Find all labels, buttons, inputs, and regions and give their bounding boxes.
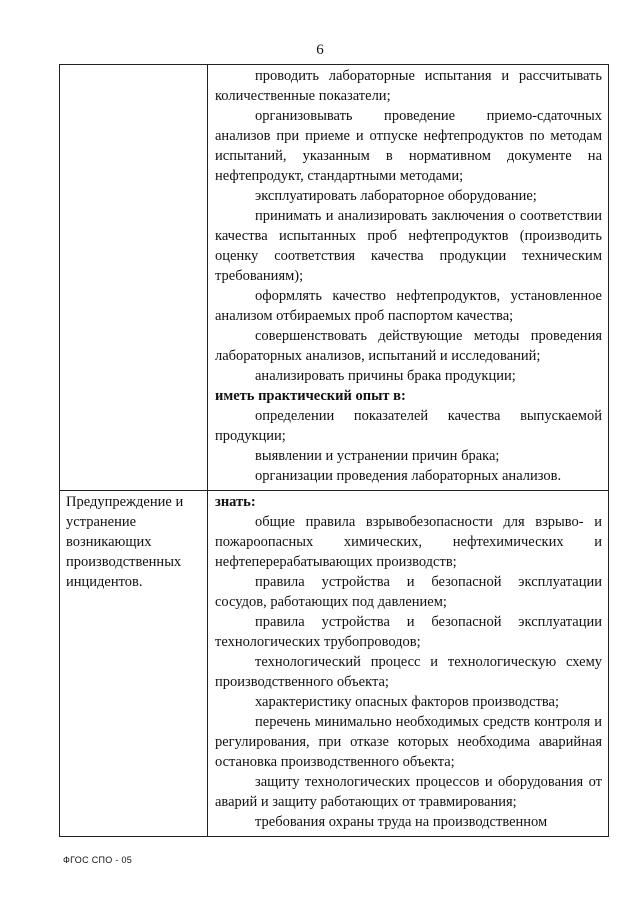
section-heading: знать: [215, 494, 256, 510]
table-row [60, 65, 609, 491]
row1-right-content [208, 65, 608, 490]
list-item: правила устройства и безопасной эксплуатации сосудов, работающих под давлением; [215, 574, 602, 610]
list-item: анализировать причины брака продукции; [255, 368, 516, 384]
section-heading: иметь практический опыт в: [215, 388, 406, 404]
list-item: совершенствовать действующие методы проведения лабораторных анализов, испытаний и исследований; [215, 328, 602, 364]
list-item: перечень минимально необходимых средств контроля и регулирования, при отказе которых необходима аварийная остановка производственного объекта; [215, 714, 602, 770]
list-item: проводить лабораторные испытания и рассчитывать количественные показатели; [215, 68, 602, 104]
table-cell-left [60, 65, 208, 491]
row2-left-text: Предупреждение и устранение возникающих производственных инцидентов. [66, 494, 184, 590]
list-item: требования охраны труда на производственном [255, 814, 548, 830]
list-item: оформлять качество нефтепродуктов, установленное анализом отбираемых проб паспортом качества; [215, 288, 602, 324]
list-item: определении показателей качества выпускаемой продукции; [215, 408, 602, 444]
list-item: выявлении и устранении причин брака; [255, 448, 500, 464]
list-item: организовывать проведение приемо-сдаточных анализов при приеме и отпуске нефтепродуктов по методам испытаний, указанным в нормативном документе на нефтепродукт, стандартными методами; [215, 108, 602, 184]
competency-table [59, 64, 609, 837]
footer-code: ФГОС СПО - 05 [63, 855, 133, 865]
table-cell-right [208, 491, 609, 837]
list-item: технологический процесс и технологическую схему производственного объекта; [215, 654, 602, 690]
list-item: организации проведения лабораторных анализов. [255, 468, 562, 484]
page-number: 6 [316, 42, 324, 58]
list-item: характеристику опасных факторов производства; [255, 694, 559, 710]
list-item: общие правила взрывобезопасности для взрыво- и пожароопасных химических, нефтехимических и нефтеперерабатывающих производств; [215, 514, 602, 570]
list-item: защиту технологических процессов и оборудования от аварий и защиту работающих от травмирования; [215, 774, 602, 810]
list-item: правила устройства и безопасной эксплуатации технологических трубопроводов; [215, 614, 602, 650]
row1-left-text [60, 65, 207, 66]
table-cell-right [208, 65, 609, 491]
table-row [60, 491, 609, 837]
row2-right-content [208, 491, 608, 836]
list-item: принимать и анализировать заключения о соответствии качества испытанных проб нефтепродуктов (производить оценку соответствия качества продукции техническим требованиям); [215, 208, 602, 284]
list-item: эксплуатировать лабораторное оборудование; [255, 188, 537, 204]
table-cell-left [60, 491, 208, 837]
